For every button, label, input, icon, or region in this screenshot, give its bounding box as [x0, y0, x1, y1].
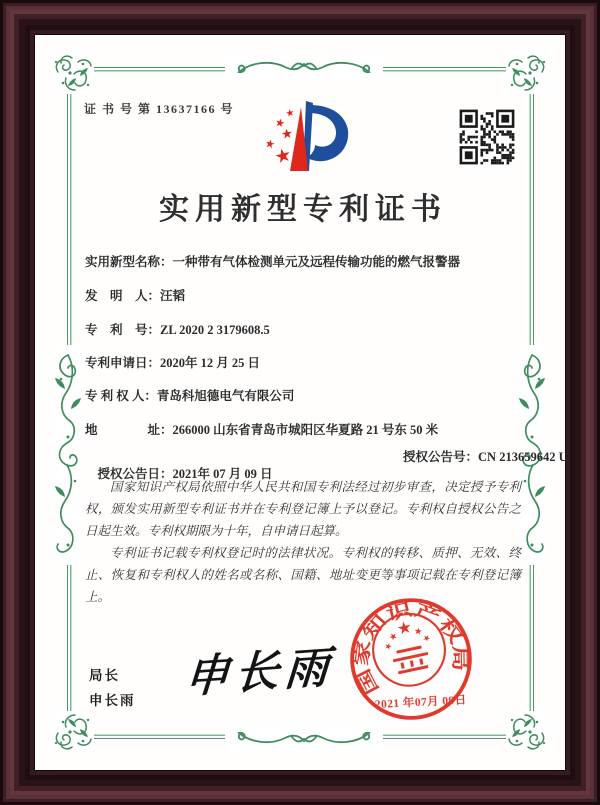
field-row-patent-no	[85, 322, 525, 339]
border-corner-ornament-top-right	[506, 50, 550, 94]
field-row-inventor	[85, 288, 525, 305]
field-label: 专 利 号：	[85, 323, 161, 337]
field-value: 一种带有气体检测单元及远程传输功能的燃气报警器	[172, 255, 461, 269]
qr-code	[457, 107, 517, 167]
border-corner-ornament-bottom-left	[50, 711, 94, 755]
field-value: 汪韬	[160, 289, 186, 303]
field-row-name	[85, 254, 525, 271]
grant-date-label: 授权公告日：	[97, 467, 173, 481]
page-title: 实用新型专利证书	[159, 193, 447, 226]
field-value: 青岛科旭德电气有限公司	[156, 389, 295, 403]
director-autograph: 申长雨	[183, 642, 337, 703]
svg-text:国家知识产权局	[339, 588, 475, 699]
body-paragraph-1: 国家知识产权局依照中华人民共和国专利法经过初步审查，决定授予专利权，颁发实用新型专利证书并在专利登记簿上予以登记。专利权自授权公告之日起生效。专利权期限为十年，自申请日起算。	[85, 480, 521, 538]
logo-stars	[265, 108, 294, 163]
grant-no-value: CN 213659642 U	[478, 450, 568, 464]
field-label: 发 明 人：	[85, 289, 161, 303]
grant-no-label: 授权公告号：	[403, 450, 479, 464]
cnipa-patent-logo-icon	[257, 97, 353, 179]
director-name: 申长雨	[89, 693, 136, 708]
field-label: 实用新型名称：	[85, 255, 173, 269]
field-row-patentee	[85, 388, 525, 405]
seal-date: 2021 年07月 09日	[374, 694, 467, 712]
field-label: 专利申请日：	[85, 356, 161, 370]
field-row-address	[85, 422, 525, 439]
field-value: 2020年 12 月 25 日	[160, 356, 261, 370]
director-title: 局长	[89, 668, 120, 683]
field-value: ZL 2020 2 3179608.5	[160, 323, 270, 337]
seal-ring-text: 国家知识产权局	[351, 599, 470, 698]
field-row-filing-date	[85, 355, 525, 372]
border-flourish-top-center	[225, 54, 383, 82]
field-value: 266000 山东省青岛市城阳区华夏路 21 号东 50 米	[172, 423, 439, 437]
grant-date-value: 2021年 07 月 09 日	[172, 467, 273, 481]
border-corner-ornament-top-left	[50, 50, 94, 94]
border-vine-left	[53, 345, 83, 565]
official-seal	[335, 583, 487, 735]
field-label: 专 利 权 人：	[85, 389, 157, 403]
border-corner-ornament-bottom-right	[506, 711, 550, 755]
body-paragraph-2: 专利证书记载专利权登记时的法律状况。专利权的转移、质押、无效、终止、恢复和专利权人的姓名或名称、国籍、地址变更等事项记载在专利登记簿上。	[85, 546, 521, 604]
field-label: 地 址：	[85, 423, 173, 437]
certificate-number: 证 书 号 第 13637166 号	[84, 102, 235, 116]
